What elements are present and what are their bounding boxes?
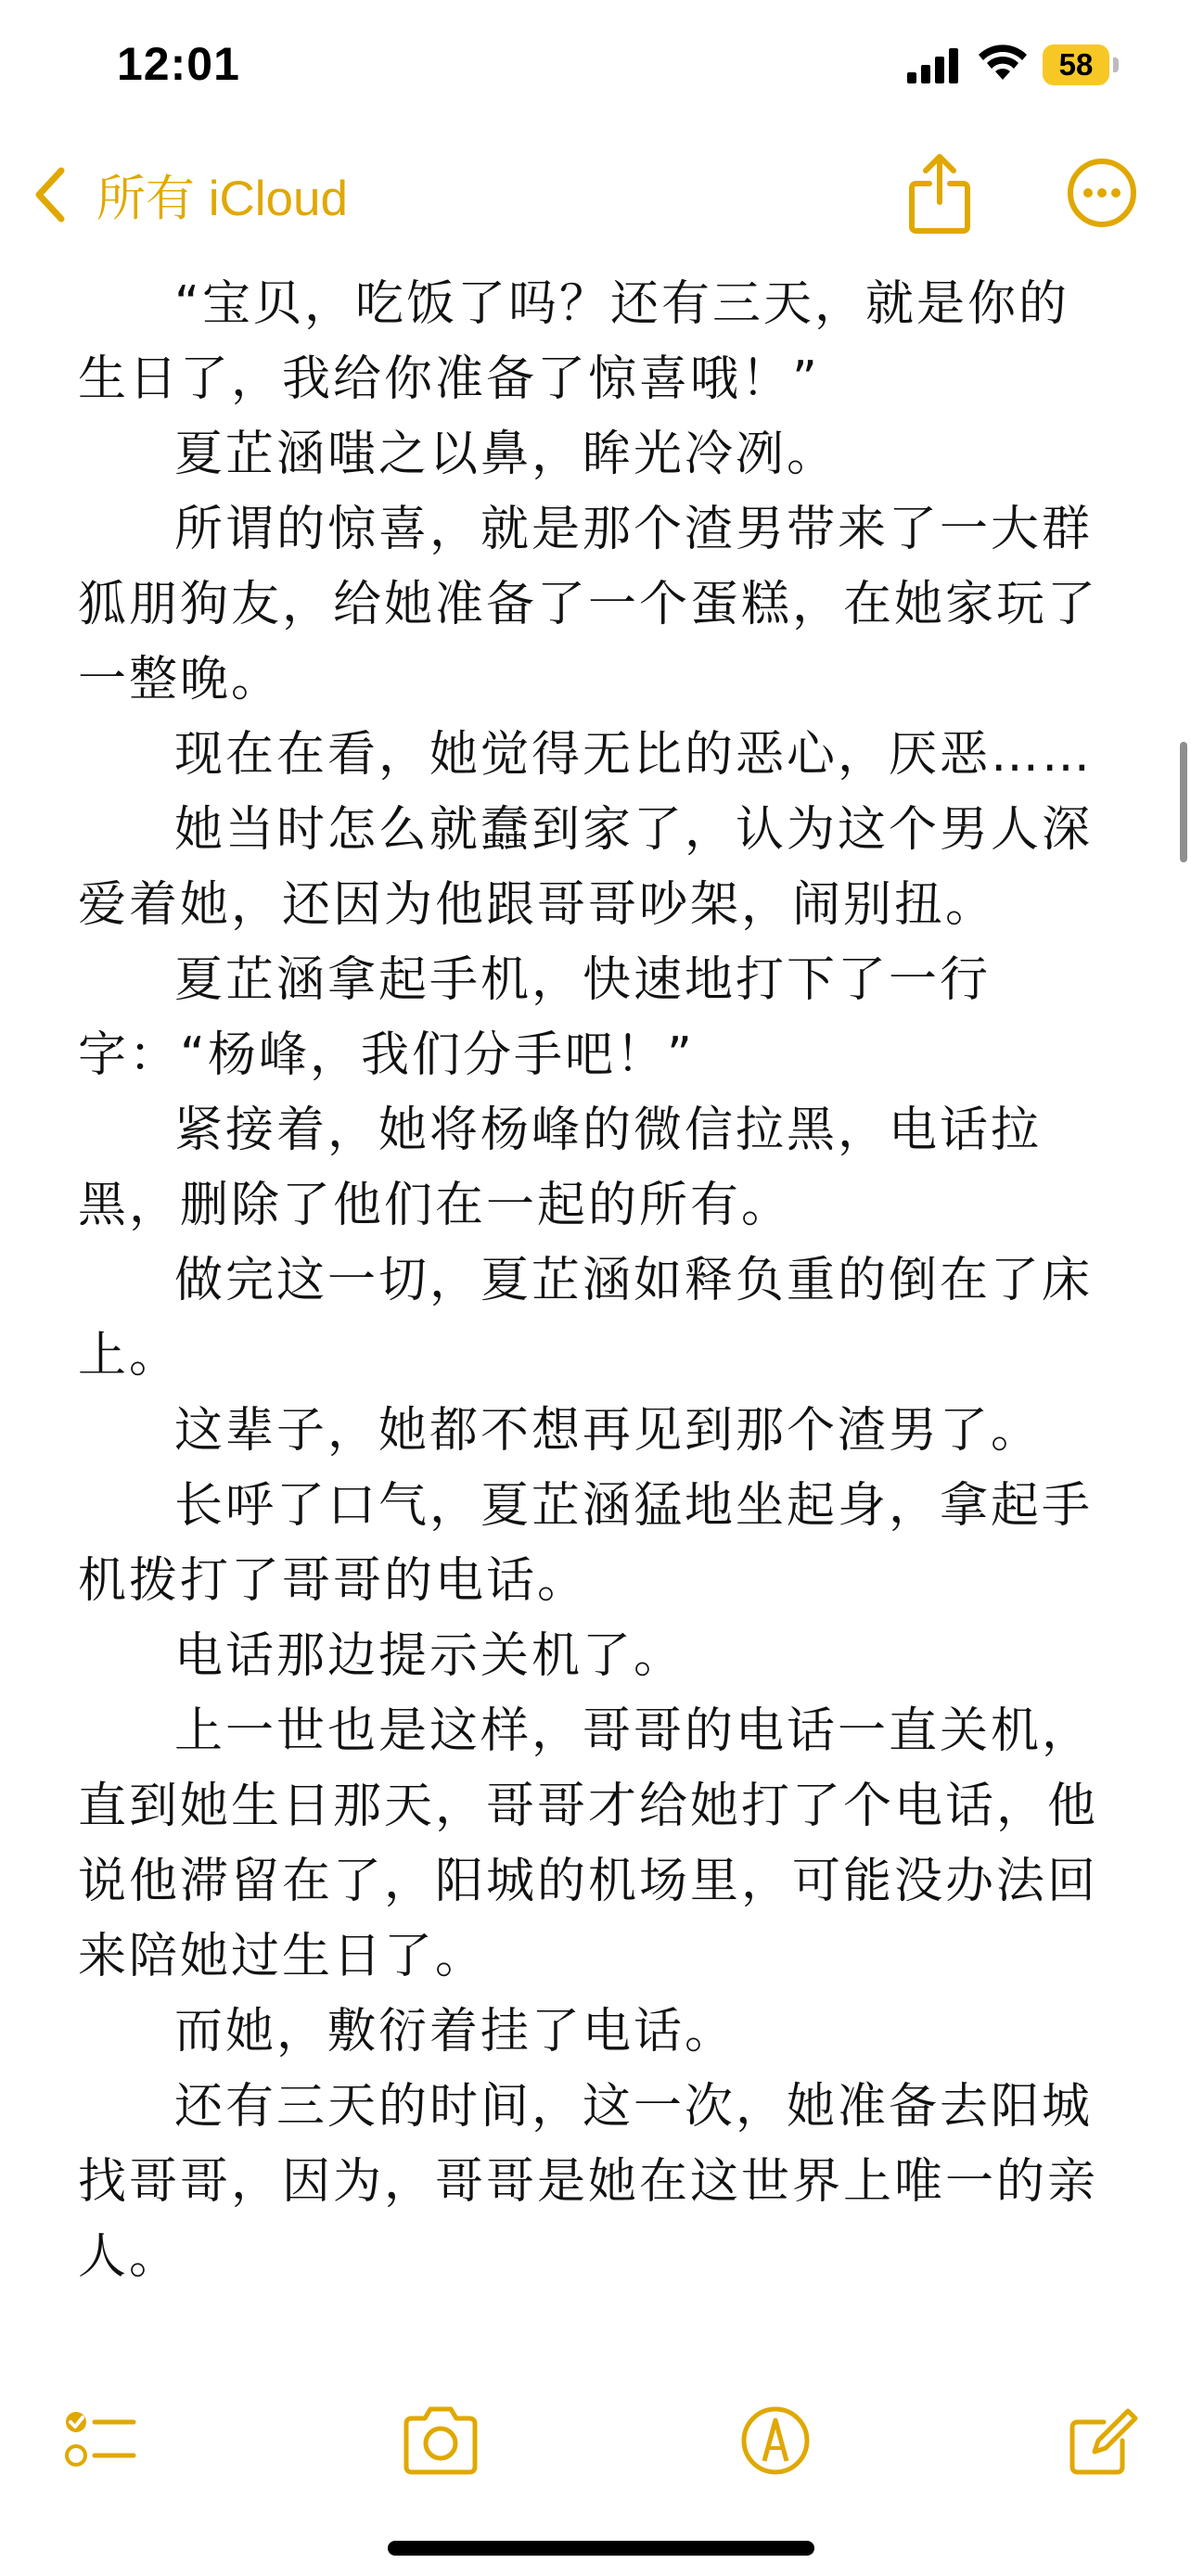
status-bar	[0, 0, 1191, 139]
share-icon[interactable]	[907, 152, 972, 236]
note-paragraph: 而她，敷衍着挂了电话。	[174, 2004, 736, 2060]
note-paragraph: 她当时怎么就蠢到家了，认为这个男人深爱着她，还因为他跟哥哥吵架，闹别扭。	[78, 802, 1094, 933]
camera-icon[interactable]	[399, 2404, 482, 2478]
battery-level: 58	[1058, 47, 1094, 82]
scroll-indicator[interactable]	[1180, 742, 1187, 862]
note-paragraph: 这辈子，她都不想再见到那个渣男了。	[174, 1403, 1043, 1459]
checklist-icon[interactable]	[63, 2404, 137, 2478]
note-paragraph: 长呼了口气，夏芷涵猛地坐起身，拿起手机拨打了哥哥的电话。	[78, 1478, 1094, 1609]
status-time: 12:01	[117, 38, 240, 90]
note-body[interactable]	[78, 267, 1113, 2372]
navigation-bar	[0, 139, 1191, 250]
note-paragraph: 夏芷涵拿起手机，快速地打下了一行字：“杨峰，我们分手吧！”	[78, 952, 992, 1083]
wifi-icon	[979, 45, 1027, 82]
note-paragraph: 夏芷涵嗤之以鼻，眸光冷冽。	[174, 427, 839, 482]
note-paragraph: 电话那边提示关机了。	[174, 1628, 685, 1684]
note-paragraph: 还有三天的时间，这一次，她准备去阳城找哥哥，因为，哥哥是她在这世界上唯一的亲人。	[78, 2079, 1099, 2285]
compose-icon[interactable]	[1067, 2404, 1141, 2478]
cellular-signal-icon	[907, 48, 959, 83]
battery-cap	[1113, 57, 1119, 72]
note-paragraph: 所谓的惊喜，就是那个渣男带来了一大群狐朋狗友，给她准备了一个蛋糕，在她家玩了一整晚。	[78, 502, 1099, 708]
note-paragraph: 上一世也是这样，哥哥的电话一直关机，直到她生日那天，哥哥才给她打了个电话，他说他滞留在了，阳城的机场里，可能没办法回来陪她过生日了。	[78, 1703, 1099, 1984]
note-paragraph: 紧接着，她将杨峰的微信拉黑，电话拉黑，删除了他们在一起的所有。	[78, 1103, 1043, 1233]
battery-indicator	[1043, 45, 1109, 85]
note-paragraph: 做完这一切，夏芷涵如释负重的倒在了床上。	[78, 1253, 1094, 1384]
chevron-left-icon	[32, 165, 69, 224]
note-paragraph: “宝贝，吃饭了吗？还有三天，就是你的生日了，我给你准备了惊喜哦！”	[78, 276, 1069, 407]
home-indicator[interactable]	[388, 2541, 814, 2556]
note-paragraph: 现在在看，她觉得无比的恶心，厌恶……	[174, 727, 1094, 783]
back-button-label: 所有 iCloud	[96, 172, 348, 226]
bottom-toolbar	[0, 2383, 1191, 2494]
markup-icon[interactable]	[738, 2404, 813, 2478]
more-icon[interactable]	[1067, 158, 1137, 228]
back-button[interactable]	[32, 158, 348, 232]
